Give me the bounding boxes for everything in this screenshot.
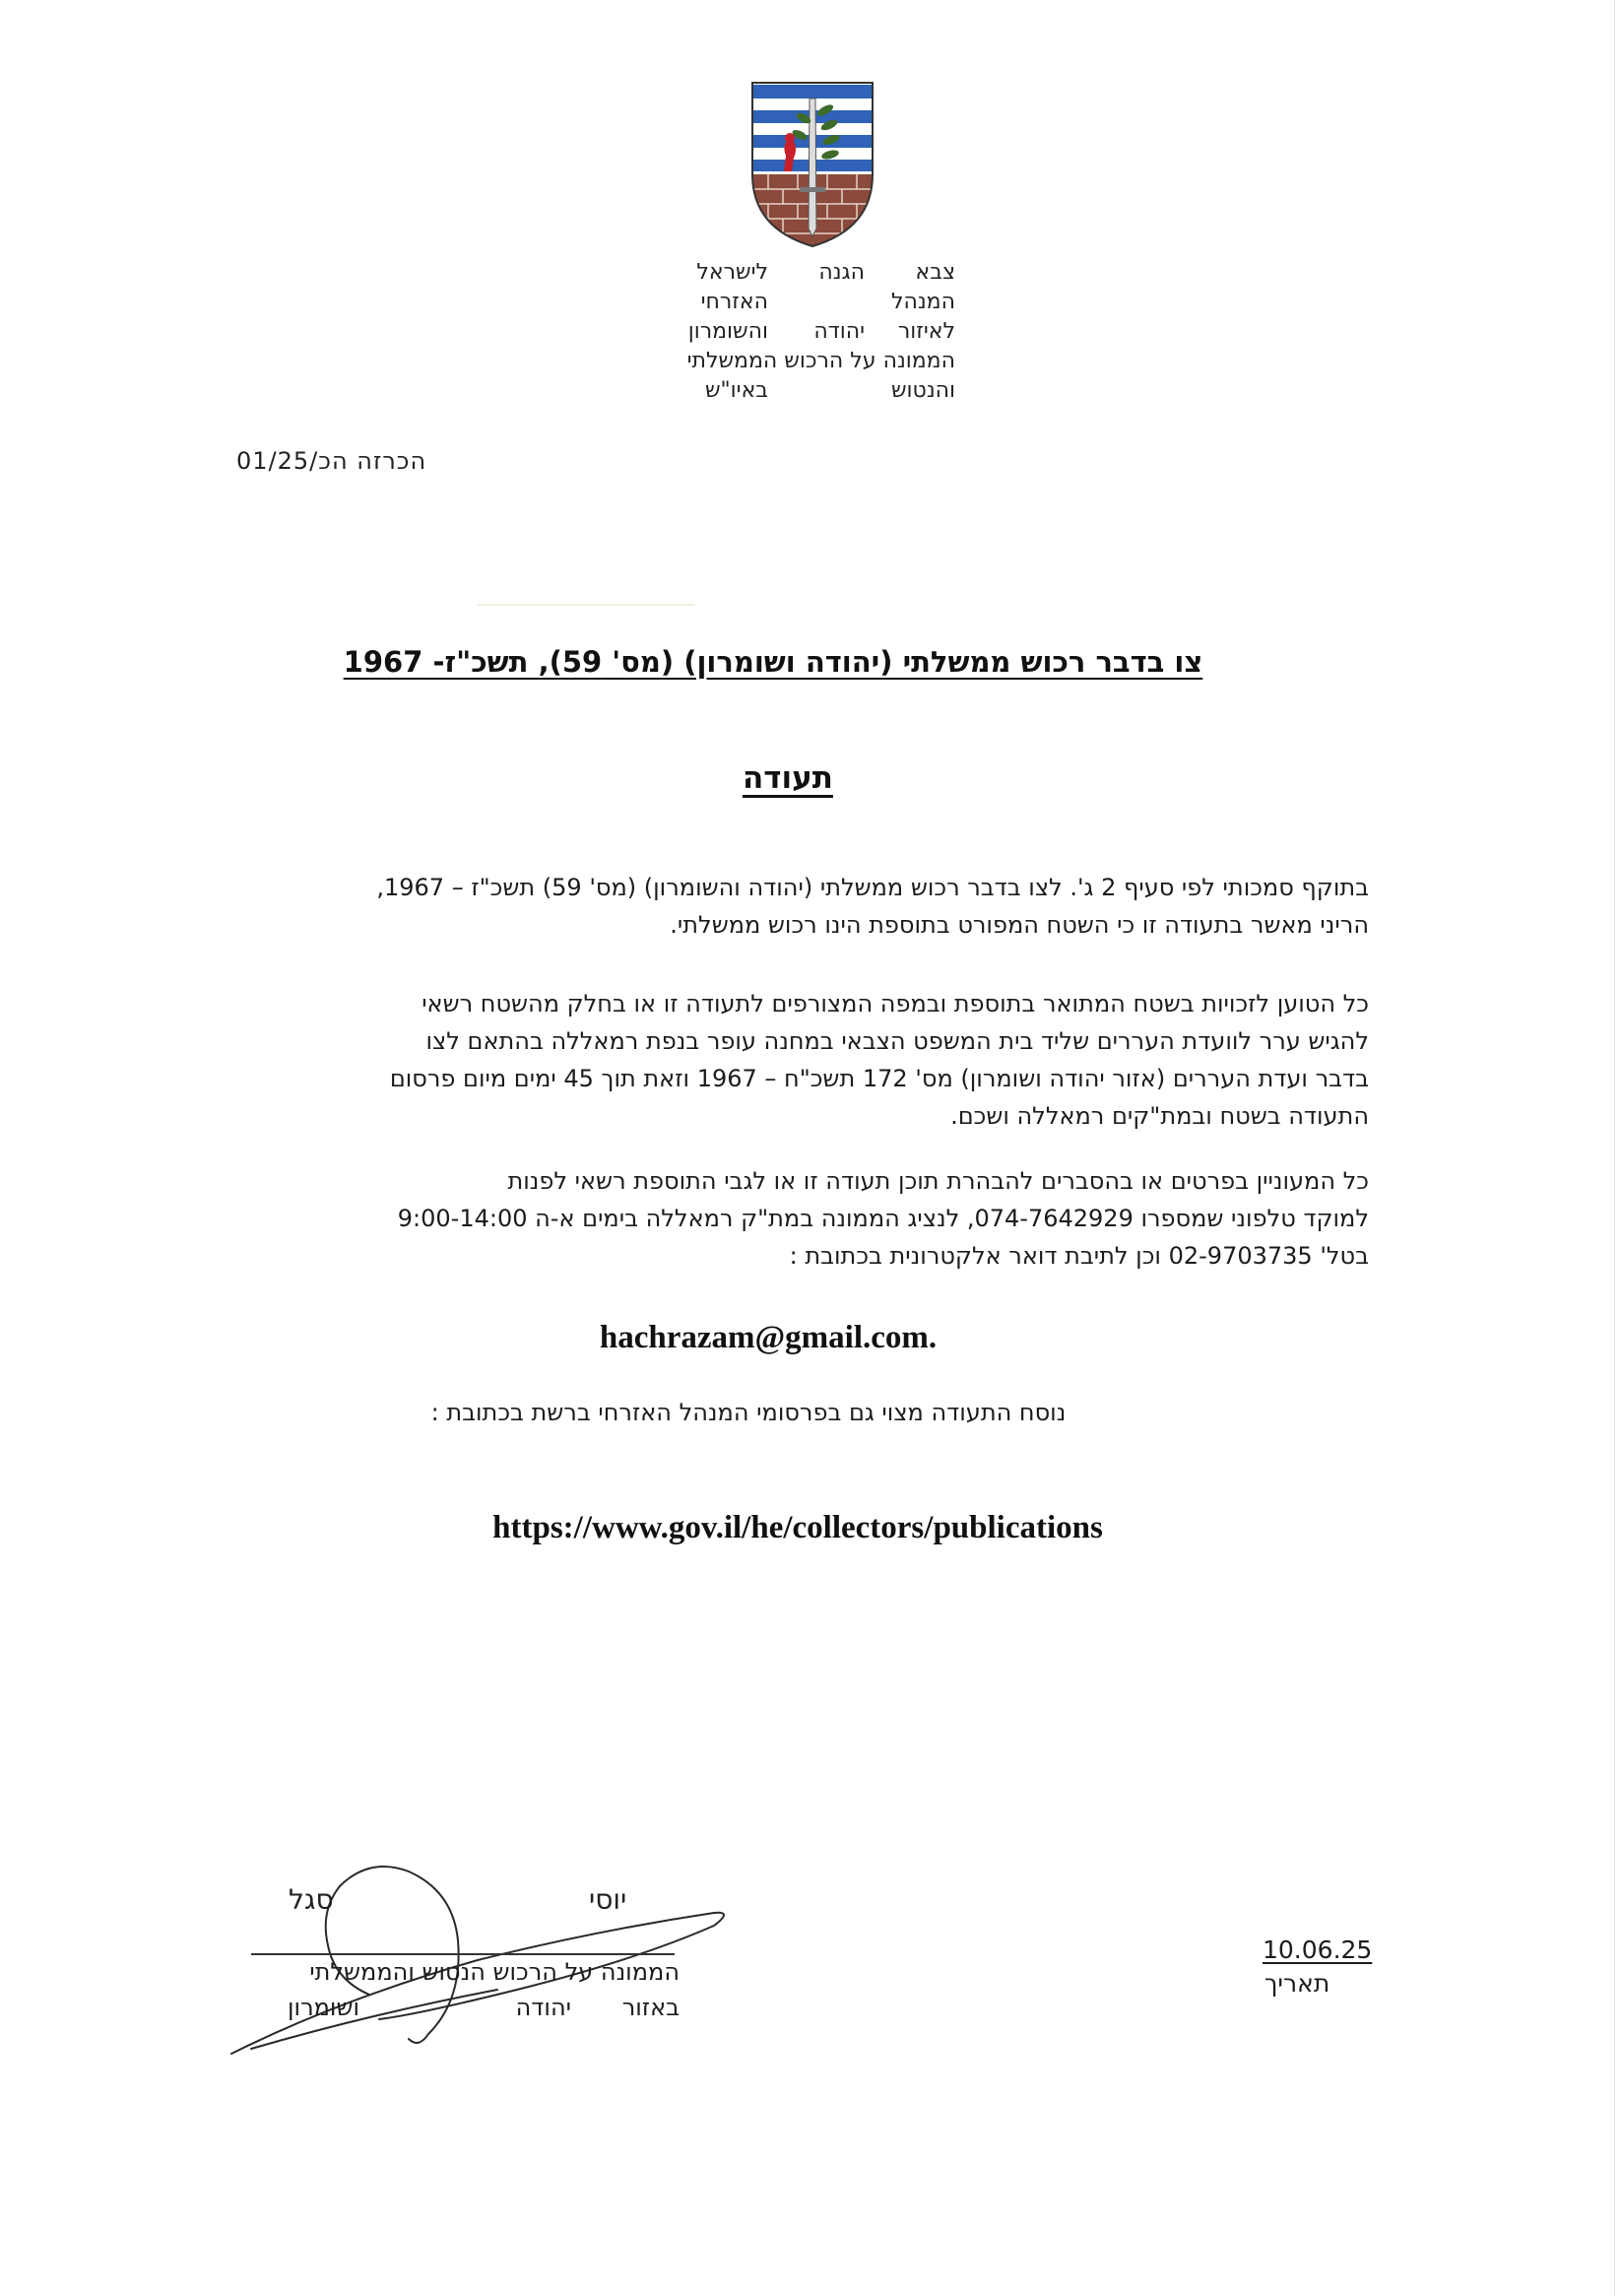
signature-line <box>251 1953 675 1955</box>
paragraph-line: כל הטוען לזכויות בשטח המתואר בתוספת ובמפה המצורפים לתעודה זו או בחלק מהשטח רשאי <box>421 990 1369 1017</box>
publication-note: נוסח התעודה מצוי גם בפרסומי המנהל האזרחי ברשת בכתובת : <box>430 1399 1067 1426</box>
signer-title: הממונה על הרכוש הנטוש והממשלתי <box>309 1958 680 1986</box>
header-row <box>670 258 955 288</box>
publications-url: https://www.gov.il/he/collectors/publications <box>492 1510 1103 1545</box>
signer-first-name: יוסי <box>589 1883 627 1916</box>
date-value: 10.06.25 <box>1263 1935 1373 1964</box>
paragraph-line: למוקד טלפוני שמספרו 074-7642929, לנציג הממונה במת"ק רמאללה בימים א-ה 9:00-14:00 <box>397 1205 1369 1232</box>
paragraph-authority <box>227 869 1369 944</box>
signer-region-word: באזור <box>621 1994 680 2021</box>
header-row <box>670 376 955 406</box>
paragraph-line: התעודה בשטח ובמת"קים רמאללה ושכם. <box>950 1102 1369 1130</box>
header-text: צבא <box>915 260 955 285</box>
order-title <box>295 645 1251 679</box>
header-text: האזרחי <box>700 290 768 314</box>
header-row <box>670 288 955 317</box>
paragraph-line: בתוקף סמכותי לפי סעיף 2 ג'. לצו בדבר רכוש ממשלתי (יהודה והשומרון) (מס' 59) תשכ"ז – 1967, <box>376 874 1369 901</box>
date-label: תאריך <box>1264 1969 1330 1998</box>
header-text: והשומרון <box>687 319 768 344</box>
paragraph-appeal <box>227 985 1369 1135</box>
paragraph-contact <box>227 1162 1369 1275</box>
signer-region-word: יהודה <box>515 1994 571 2021</box>
signer-region <box>236 1994 680 2027</box>
header-text: והנטוש <box>890 378 955 403</box>
header-text: הממונה על הרכוש הממשלתי <box>686 349 955 373</box>
header-row <box>670 317 955 347</box>
contact-email: hachrazam@gmail.com. <box>599 1320 938 1355</box>
scan-edge <box>1614 0 1615 2296</box>
paragraph-line: בדבר ועדת העררים (אזור יהודה ושומרון) מס' 172 תשכ"ח – 1967 וזאת תוך 45 ימים מיום פרסום <box>389 1065 1369 1092</box>
paragraph-line: כל המעוניין בפרטים או בהסברים להבהרת תוכן תעודה זו או לגבי התוספת רשאי לפנות <box>507 1167 1369 1195</box>
scan-artifact <box>478 604 694 606</box>
issuer-header <box>670 258 955 406</box>
certificate-heading <box>591 760 985 796</box>
certificate-heading-text: תעודה <box>743 760 833 796</box>
idf-emblem-icon <box>748 81 876 248</box>
paragraph-line: הריני מאשר בתעודה זו כי השטח המפורט בתוספת הינו רכוש ממשלתי. <box>670 911 1369 939</box>
header-text: יהודה <box>813 319 865 344</box>
header-text: לישראל <box>696 260 768 285</box>
order-title-text: צו בדבר רכוש ממשלתי (יהודה ושומרון) (מס' 59), תשכ"ז- 1967 <box>343 645 1203 679</box>
signer-last-name: סגל <box>289 1883 334 1916</box>
header-row <box>670 347 955 376</box>
header-text: באיו"ש <box>704 378 768 403</box>
header-text: המנהל <box>890 290 955 314</box>
header-text: הגנה <box>818 260 865 285</box>
announcement-number: הכרזה הכ/01/25 <box>236 447 427 475</box>
paragraph-line: להגיש ערר לוועדת העררים שליד בית המשפט הצבאי במחנה עופר בנפת רמאללה בהתאם לצו <box>425 1027 1369 1055</box>
header-text: לאיזור <box>897 319 955 344</box>
signer-region-word: ושומרון <box>287 1994 359 2021</box>
paragraph-line: בטל' 02-9703735 וכן לתיבת דואר אלקטרונית בכתובת : <box>789 1242 1369 1270</box>
